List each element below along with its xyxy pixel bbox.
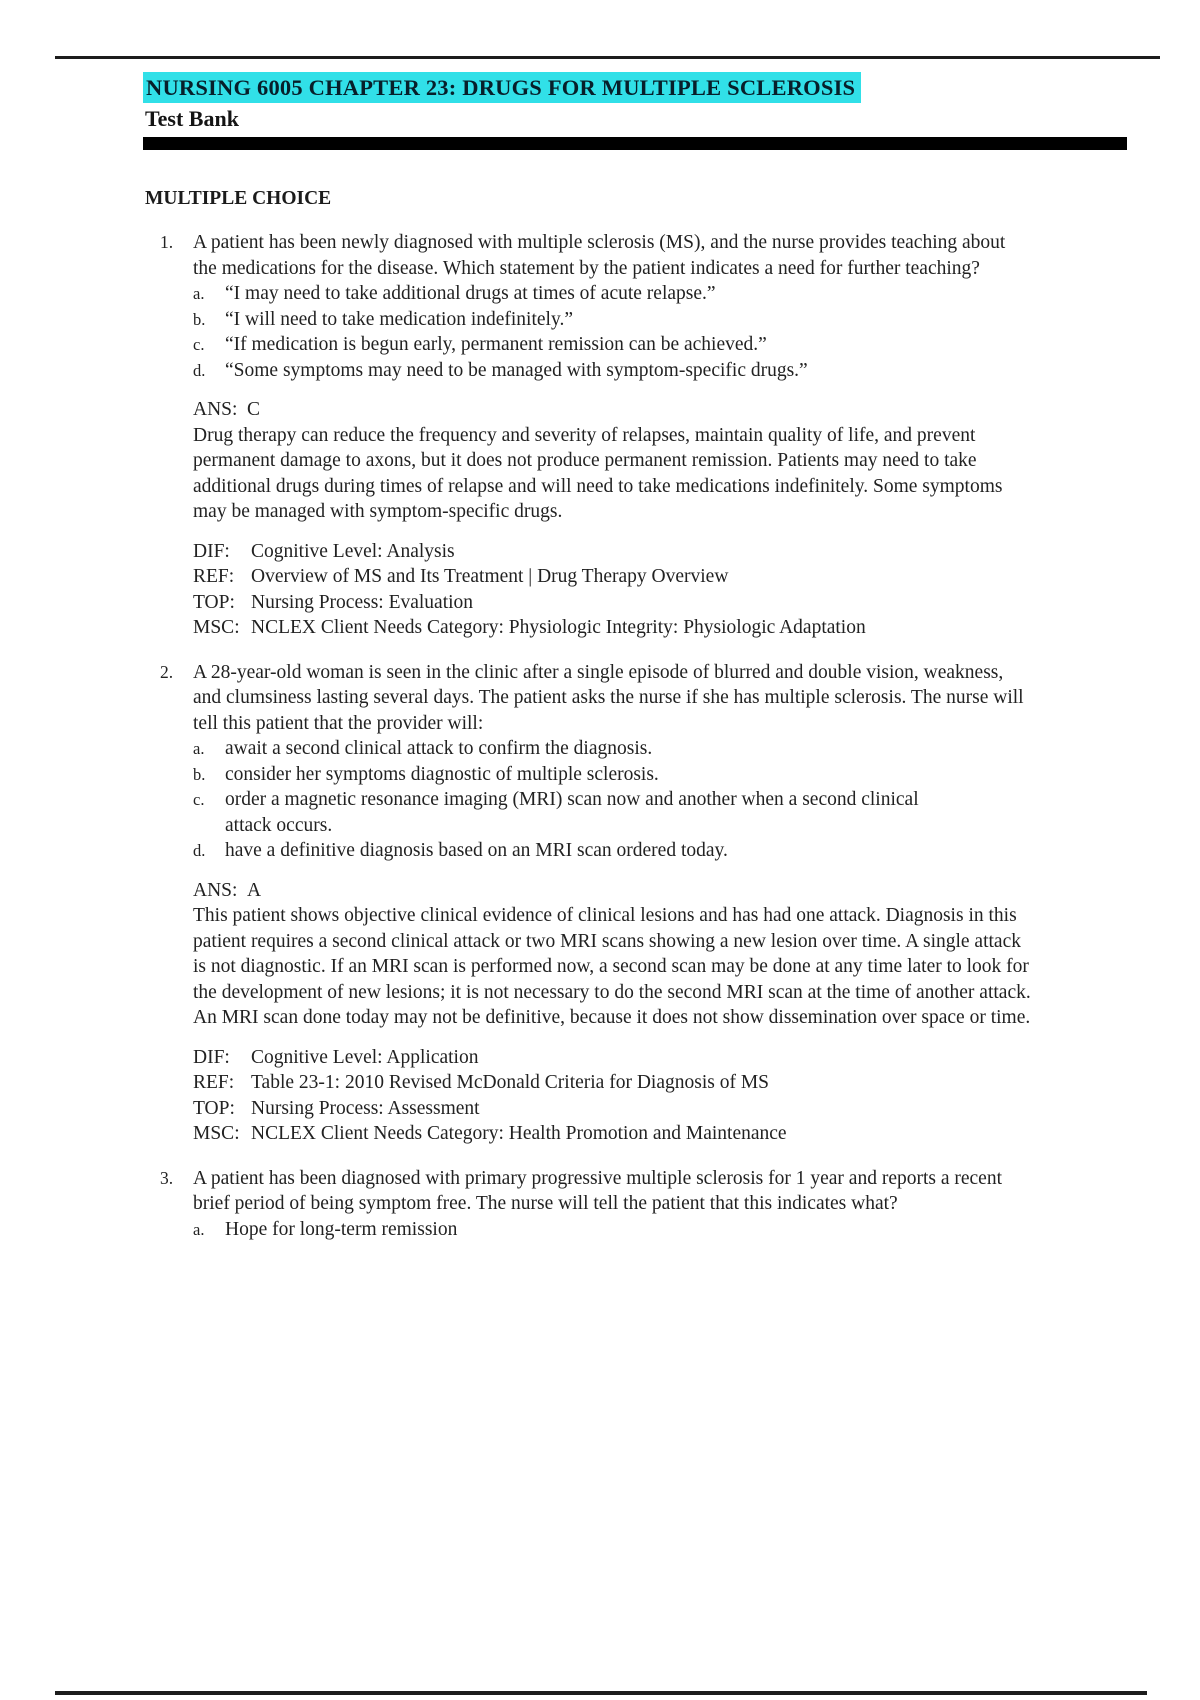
meta-value: NCLEX Client Needs Category: Physiologic Integrity: Physiologic Adaptation [251, 617, 866, 638]
question-block-1 [143, 230, 1038, 641]
answer-option [193, 281, 1038, 307]
rationale-text: Drug therapy can reduce the frequency and severity of relapses, maintain quality of life, and prevent permanent damage to axons, but it does not produce permanent remission. Patients may need to take additional drugs during times of relapse and will need to take medications indefinitely. Some symptoms may be managed with symptom-specific drugs. [193, 424, 1003, 522]
question-stem: A patient has been diagnosed with primary progressive multiple sclerosis for 1 year and reports a recent brief period of being symptom free. The nurse will tell the patient that this indicates what? [193, 1167, 1003, 1214]
options-list [193, 1217, 1038, 1243]
answer-section [193, 878, 1038, 1031]
question-block-3 [143, 1166, 1038, 1243]
answer-option [193, 787, 1038, 838]
option-letter: c. [193, 335, 205, 354]
option-text: “I will need to take medication indefinitely.” [225, 308, 573, 330]
answer-option [193, 1217, 1038, 1243]
meta-value: NCLEX Client Needs Category: Health Promotion and Maintenance [251, 1123, 787, 1144]
option-text: have a definitive diagnosis based on an MRI scan ordered today. [225, 840, 728, 861]
meta-value: Overview of MS and Its Treatment | Drug Therapy Overview [251, 566, 729, 587]
meta-label: MSC: [193, 1123, 240, 1144]
question-stem-row [143, 1166, 1038, 1217]
option-letter: c. [193, 790, 205, 809]
document-content [143, 72, 1038, 1242]
answer-option [193, 736, 1038, 762]
question-number: 1. [160, 232, 174, 252]
answer-option [193, 838, 1038, 864]
options-list [193, 736, 1038, 864]
option-text: Hope for long-term remission [225, 1218, 458, 1240]
option-text: “Some symptoms may need to be managed with symptom-specific drugs.” [225, 359, 808, 381]
question-stem-row [143, 660, 1038, 737]
meta-label: MSC: [193, 617, 240, 638]
meta-row [193, 590, 1038, 616]
option-letter: a. [193, 739, 205, 758]
meta-label: DIF: [193, 540, 230, 562]
answer-line [193, 878, 1038, 904]
meta-label: TOP: [193, 1097, 235, 1119]
option-letter: d. [193, 841, 206, 860]
meta-section [193, 539, 1038, 641]
option-letter: b. [193, 764, 206, 784]
option-letter: b. [193, 309, 206, 329]
meta-value: Nursing Process: Assessment [251, 1097, 480, 1119]
option-text: consider her symptoms diagnostic of multiple sclerosis. [225, 763, 659, 785]
question-stem: A 28-year-old woman is seen in the clinic after a single episode of blurred and double vision, weakness, and clumsiness lasting several days. The patient asks the nurse if she has multiple sclerosis. The nurse will tell this patient that the provider will: [193, 661, 1024, 734]
title-underline-bar [143, 137, 1127, 150]
question-stem: A patient has been newly diagnosed with multiple sclerosis (MS), and the nurse provides teaching about the medications for the disease. Which statement by the patient indicates a need for further teaching? [193, 232, 1006, 279]
question-stem-row [143, 230, 1038, 281]
answer-option [193, 762, 1038, 788]
meta-section [193, 1045, 1038, 1147]
meta-label: TOP: [193, 591, 235, 613]
option-letter: a. [193, 284, 205, 303]
question-number: 3. [160, 1167, 174, 1188]
answer-value: C [247, 399, 261, 420]
meta-row [193, 539, 1038, 565]
answer-line [193, 397, 1038, 423]
question-block-2 [143, 660, 1038, 1147]
answer-option [193, 358, 1038, 384]
meta-row [193, 615, 1038, 641]
answer-value: A [247, 879, 262, 901]
meta-value: Cognitive Level: Analysis [251, 540, 455, 562]
meta-value: Cognitive Level: Application [251, 1046, 479, 1068]
answer-option [193, 307, 1038, 333]
meta-row [193, 564, 1038, 590]
meta-row [193, 1096, 1038, 1122]
options-list [193, 281, 1038, 383]
meta-row [193, 1070, 1038, 1096]
answer-option [193, 332, 1038, 358]
bottom-divider [55, 1691, 1147, 1695]
option-text: “If medication is begun early, permanent remission can be achieved.” [225, 334, 767, 355]
answer-section [193, 397, 1038, 525]
meta-label: REF: [193, 1072, 235, 1093]
section-heading: MULTIPLE CHOICE [145, 188, 332, 209]
meta-label: DIF: [193, 1046, 230, 1068]
meta-value: Nursing Process: Evaluation [251, 591, 474, 613]
option-text: “I may need to take additional drugs at times of acute relapse.” [225, 283, 716, 304]
option-letter: a. [193, 1219, 205, 1239]
meta-row [193, 1121, 1038, 1147]
option-text: order a magnetic resonance imaging (MRI) scan now and another when a second clinical attack occurs. [225, 789, 919, 836]
meta-row [193, 1045, 1038, 1071]
answer-label: ANS: [193, 879, 238, 901]
answer-label: ANS: [193, 399, 238, 420]
option-letter: d. [193, 360, 206, 380]
document-header [143, 72, 1038, 150]
top-divider [55, 56, 1160, 59]
rationale-text: This patient shows objective clinical evidence of clinical lesions and has had one attack. Diagnosis in this patient requires a second clinical attack or two MRI scans showing a new lesion over time. A single attack is not diagnostic. If an MRI scan is performed now, a second scan may be done at any time later to look for the development of new lesions; it is not necessary to do the second MRI scan at the time of another attack. An MRI scan done today may not be definitive, because it does not show dissemination over space or time. [193, 905, 1031, 1028]
document-title: NURSING 6005 CHAPTER 23: DRUGS FOR MULTIPLE SCLEROSIS [143, 72, 861, 103]
question-number: 2. [160, 661, 174, 682]
option-text: await a second clinical attack to confirm the diagnosis. [225, 738, 653, 759]
meta-label: REF: [193, 566, 235, 587]
meta-value: Table 23-1: 2010 Revised McDonald Criteria for Diagnosis of MS [251, 1072, 770, 1093]
document-subtitle: Test Bank [145, 106, 239, 131]
